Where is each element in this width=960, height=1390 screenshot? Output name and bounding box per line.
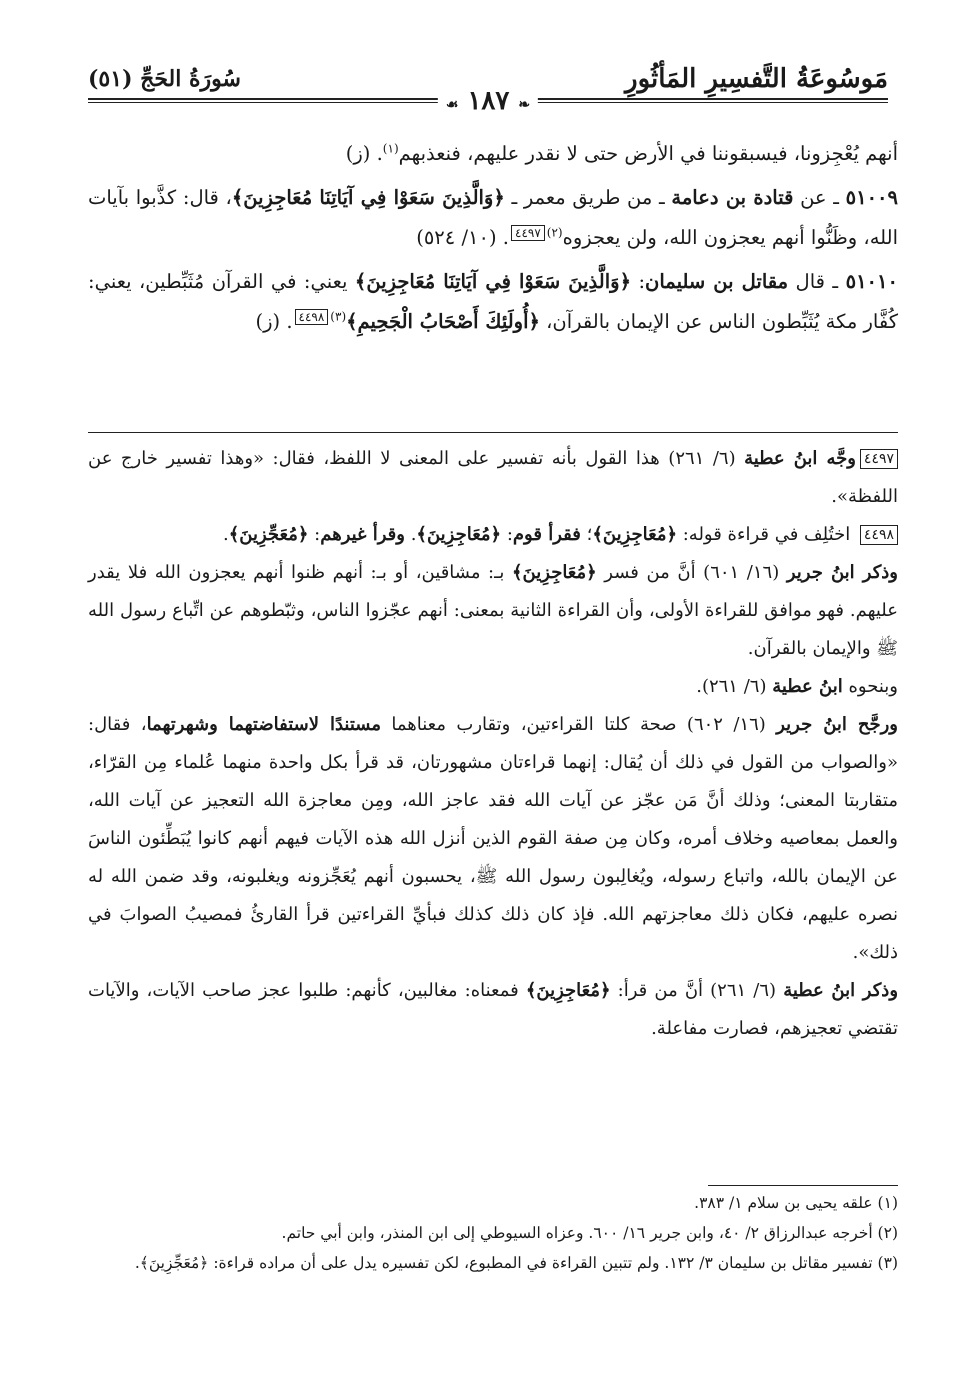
quran-verse: ﴿أُولَئِكَ أَصْحَابُ الْجَحِيمِ﴾ bbox=[346, 310, 540, 333]
scholar-name: ابنُ عطية bbox=[772, 676, 843, 697]
bold-text: وقرأ غيرهم bbox=[320, 524, 405, 545]
footnote-ref[interactable]: (١) bbox=[382, 141, 399, 156]
text: (٦/ ٢٦١) هذا القول بأنه تفسير على المعنى لا اللفظ، فقال: «وهذا تفسير خارج عن اللفظة». bbox=[88, 448, 898, 507]
paragraph-1 bbox=[88, 134, 898, 174]
text: (٦/ ٢٦١) أنَّ من قرأ: bbox=[610, 980, 784, 1001]
footnote-ref[interactable]: (٢) bbox=[546, 225, 563, 240]
page-header bbox=[88, 58, 888, 116]
note-paragraph-4 bbox=[88, 668, 898, 706]
text: يعني: في القرآن مُثَبِّطين، يعني: كُفَّار مكة يُثَبِّطون الناس عن الإيمان بالقرآن، bbox=[88, 270, 898, 333]
text: فمعناه: مغالبين، كأنهم: طلبوا عجز صاحب الآيات، والآيات تقتضي تعجيزهم، فصارت مفاعلة. bbox=[88, 980, 898, 1039]
quran-word: ﴿مُعَجِّزِينَ﴾ bbox=[228, 524, 309, 545]
note-paragraph-5 bbox=[88, 706, 898, 972]
text: : bbox=[308, 524, 321, 545]
scholar-name: وجَّه ابنُ عطية bbox=[744, 448, 856, 469]
narration-number: ٥١٠١٠ bbox=[845, 270, 898, 293]
text: . bbox=[223, 524, 229, 545]
text: ـ من طريق معمر ـ bbox=[504, 186, 672, 209]
footnote-3: (٣) تفسير مقاتل بن سليمان ٣/ ١٣٢. ولم تتبين القراءة في المطبوع، لكن تفسيره يدل على أن مراده قراءة: ﴿مُعَجِّزِينَ﴾. bbox=[134, 1254, 898, 1272]
book-title: مَوسُوعَةُ التَّفسِيرِ المَأثُورِ bbox=[625, 64, 888, 94]
source-ref: . (١٠/ ٥٢٤) bbox=[416, 226, 509, 249]
footnote-1: (١) علقه يحيى بن سلام ١/ ٣٨٣. bbox=[694, 1194, 898, 1212]
scholar-name: ورجَّح ابنُ جرير bbox=[776, 714, 898, 735]
bold-text: فقرأ قوم bbox=[512, 524, 581, 545]
quran-verse: ﴿وَالَّذِينَ سَعَوْا فِي آيَاتِنَا مُعَاجِزِينَ﴾ bbox=[231, 186, 505, 209]
main-text bbox=[88, 134, 898, 342]
narrator-name: قتادة بن دعامة bbox=[671, 186, 794, 209]
paragraph-2 bbox=[88, 178, 898, 258]
note-4498 bbox=[88, 516, 898, 554]
text: وبنحوه bbox=[842, 676, 898, 697]
footnotes bbox=[88, 1188, 898, 1278]
narration-number: ٥١٠٠٩ bbox=[845, 186, 898, 209]
note-number-box: ٤٤٩٨ bbox=[860, 525, 898, 545]
commentary-notes bbox=[88, 440, 898, 1048]
text: . bbox=[404, 524, 417, 545]
text: (٦/ ٢٦١). bbox=[696, 676, 773, 697]
text: ، فقال: «والصواب من القول في ذلك أن يُقال: إنهما قراءتان مشهورتان، قد قرأ بكل واحدة منهما عُلماء مِن القرّاء، متقاربتا المعنى؛ وذلك أنَّ مَن عجّز عن آيات الله فقد عاجز الله، ومِن معاجزة الله التعجيز عن آيات الله، والعمل بمعاصيه وخلاف أمره، وكان مِن صفة القوم الذين أنزل الله هذه الآيات فيهم أنهم كانوا يُبَطِّئون الناسَ عن الإيمان بالله، واتباع رسوله، ويُغالِبون رسول الله ﷺ، يحسبون أنهم يُعَجِّزونه ويغلبونه، وقد ضمن الله له نصره عليهم، فكان ذلك معاجزتهم الله. فإذ كان ذلك كذلك فبأيِّ القراءتين قرأ القارئُ فمصيبُ الصوابَ في ذلك». bbox=[88, 714, 898, 963]
scholar-name: وذكر ابنُ جرير bbox=[786, 562, 899, 583]
note-paragraph-3 bbox=[88, 554, 898, 668]
text: ، قال: كذَّبوا بآيات الله، وظَنُّوا أنهم يعجزون الله، ولن يعجزوه bbox=[88, 186, 898, 249]
note-4497 bbox=[88, 440, 898, 516]
footnote-2: (٢) أخرجه عبدالرزاق ٢/ ٤٠، وابن جرير ١٦/ ٦٠٠. وعزاه السيوطي إلى ابن المنذر، وابن أبي حاتم. bbox=[281, 1224, 898, 1242]
text: ؛ bbox=[580, 524, 593, 545]
text: . (ز) bbox=[255, 310, 293, 333]
quran-word: ﴿مُعَاجِزِينَ﴾ bbox=[525, 980, 611, 1001]
notes-separator bbox=[88, 432, 898, 433]
page-number-value: ١٨٧ bbox=[467, 86, 510, 116]
ornament-icon: ❧ bbox=[518, 97, 531, 113]
text: ـ قال bbox=[788, 270, 846, 293]
page-number bbox=[438, 86, 538, 116]
narrator-name: مقاتل بن سليمان bbox=[645, 270, 789, 293]
paragraph-3 bbox=[88, 262, 898, 342]
note-paragraph-6 bbox=[88, 972, 898, 1048]
text: بـ: مشاقين، أو بـ: أنهم ظنوا أنهم يعجزون الله فلا يقدر عليهم. فهو موافق للقراءة الأولى، وأن القراءة الثانية بمعنى: أنهم عجّزوا الناس، وثبّطوهم عن اتِّباع رسول الله ﷺ والإيمان بالقرآن. bbox=[88, 562, 898, 659]
footnote-ref[interactable]: (٣) bbox=[330, 309, 347, 324]
text: (١٦/ ٦٠١) أنَّ من فسر bbox=[596, 562, 787, 583]
bold-text: مستندًا لاستفاضتهما وشهرتهما bbox=[146, 714, 381, 735]
quran-word: ﴿مُعَاجِزِينَ﴾ bbox=[416, 524, 502, 545]
text: اختُلِف في قراءة قوله: bbox=[677, 524, 856, 545]
note-number-box: ٤٤٩٧ bbox=[860, 449, 898, 469]
scholar-name: وذكر ابنُ عطية bbox=[783, 980, 899, 1001]
quran-word: ﴿مُعَاجِزِينَ﴾ bbox=[592, 524, 678, 545]
text: : bbox=[501, 524, 513, 545]
text: . (ز) bbox=[345, 142, 383, 165]
text: أنهم يُعْجِزونا، فيسبقوننا في الأرض حتى لا نقدر عليهم، فنعذبهم bbox=[398, 142, 898, 165]
comment-ref-box[interactable]: ٤٤٩٧ bbox=[511, 225, 545, 241]
footnote-separator bbox=[708, 1185, 898, 1186]
quran-verse: ﴿وَالَّذِينَ سَعَوْا فِي آيَاتِنَا مُعَاجِزِينَ﴾ bbox=[354, 270, 631, 293]
text: ـ عن bbox=[793, 186, 846, 209]
text: : bbox=[631, 270, 646, 293]
comment-ref-box[interactable]: ٤٤٩٨ bbox=[295, 309, 329, 325]
ornament-icon: ☙ bbox=[445, 97, 459, 113]
surah-label: سُورَةُ الحَجِّ (٥١) bbox=[88, 66, 241, 92]
text: (١٦/ ٦٠٢) صحة كلتا القراءتين، وتقارب معناهما bbox=[380, 714, 777, 735]
quran-word: ﴿مُعَاجِزِينَ﴾ bbox=[512, 562, 597, 583]
